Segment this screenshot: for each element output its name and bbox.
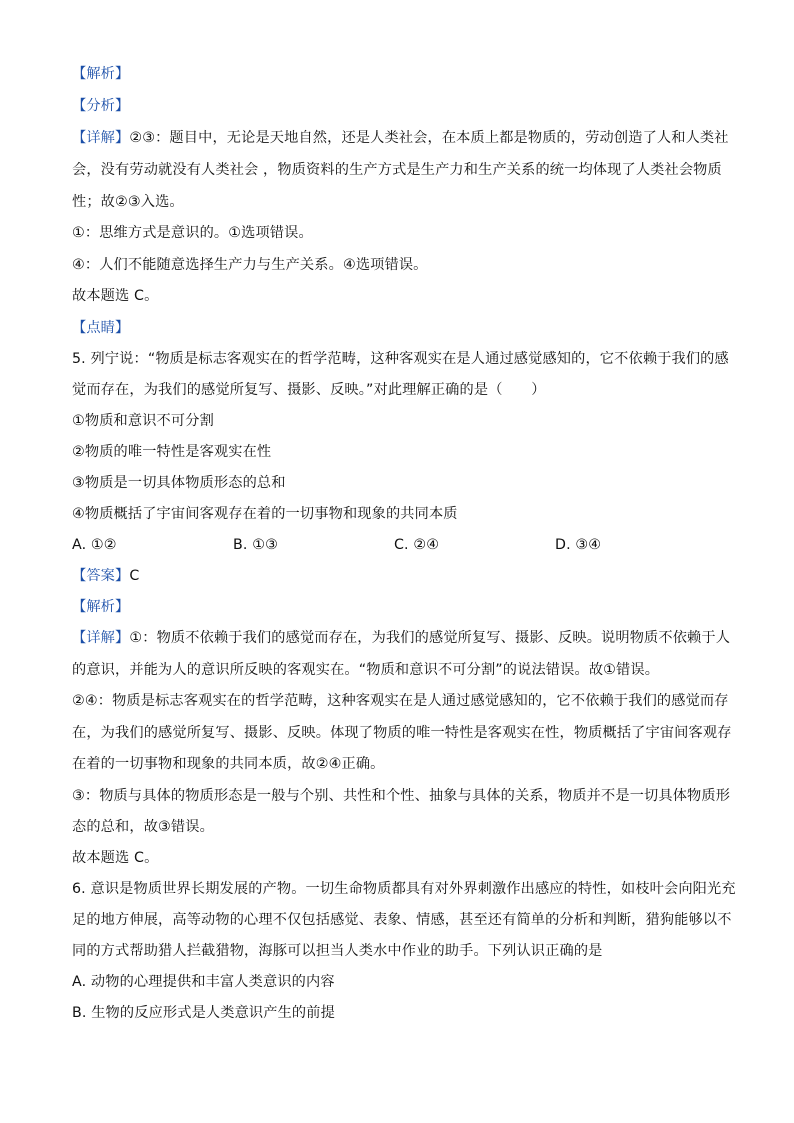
answer-line: 【答案】C (72, 568, 140, 584)
text-line: 态的总和，故③错误。 (72, 819, 214, 835)
statement-line: ①物质和意识不可分割 (72, 413, 214, 429)
statement-line: ③物质是一切具体物质形态的总和 (72, 475, 286, 491)
statement-line: ④物质概括了宇宙间客观存在着的一切事物和现象的共同本质 (72, 506, 458, 522)
question-line: 同的方式帮助猎人拦截猎物，海豚可以担当人类水中作业的助手。下列认识正确的是 (72, 943, 603, 959)
section-heading: 【分析】 (72, 98, 130, 114)
text-line: ④：人们不能随意选择生产力与生产关系。④选项错误。 (72, 257, 428, 273)
option-a: A. ①② (72, 537, 117, 553)
statement-line: ②物质的唯一特性是客观实在性 (72, 444, 272, 460)
option-d: D. ③④ (555, 537, 602, 553)
section-heading: 【解析】 (72, 66, 130, 82)
text-line: 【详解】①：物质不依赖于我们的感觉而存在，为我们的感觉所复写、摄影、反映。说明物质不依赖于人 (72, 630, 731, 646)
answer-options (72, 535, 722, 555)
question-line: 5. 列宁说：“物质是标志客观实在的哲学范畴，这种客观实在是人通过感觉感知的，它不依赖于我们的感 (72, 351, 729, 367)
option-line: B. 生物的反应形式是人类意识产生的前提 (72, 1005, 335, 1021)
text-line: 【详解】②③：题目中，无论是天地自然，还是人类社会，在本质上都是物质的，劳动创造了人和人类社 (72, 130, 729, 146)
text-line: 故本题选 C。 (72, 288, 159, 304)
text-line: 在着的一切事物和现象的共同本质，故②④正确。 (72, 756, 385, 772)
question-line: 足的地方伸展，高等动物的心理不仅包括感觉、表象、情感，甚至还有简单的分析和判断，猎狗能够以不 (72, 912, 732, 928)
text-line: 性；故②③入选。 (72, 194, 184, 210)
question-line: 6. 意识是物质世界长期发展的产物。一切生命物质都具有对外界刺激作出感应的特性，如枝叶会向阳光充 (72, 881, 736, 897)
text-line: ③：物质与具体的物质形态是一般与个别、共性和个性、抽象与具体的关系，物质并不是一切具体物质形 (72, 788, 731, 804)
section-heading: 【点睛】 (72, 320, 130, 336)
section-heading: 【解析】 (72, 599, 130, 615)
question-line: 觉而存在，为我们的感觉所复写、摄影、反映。”对此理解正确的是（ ） (72, 382, 546, 398)
text-line: 故本题选 C。 (72, 850, 159, 866)
option-b: B. ①③ (233, 537, 278, 553)
option-line: A. 动物的心理提供和丰富人类意识的内容 (72, 974, 335, 990)
text-line: 会，没有劳动就没有人类社会 ，物质资料的生产方式是生产力和生产关系的统一均体现了人类社会物质 (72, 162, 722, 178)
text-line: 的意识，并能为人的意识所反映的客观实在。“物质和意识不可分割”的说法错误。故①错误。 (72, 662, 660, 678)
text-line: 在，为我们的感觉所复写、摄影、反映。体现了物质的唯一特性是客观实在性，物质概括了宇宙间客观存 (72, 725, 732, 741)
option-c: C. ②④ (394, 537, 440, 553)
text-line: ②④：物质是标志客观实在的哲学范畴，这种客观实在是人通过感觉感知的，它不依赖于我们的感觉而存 (72, 693, 729, 709)
text-line: ①：思维方式是意识的。①选项错误。 (72, 225, 313, 241)
